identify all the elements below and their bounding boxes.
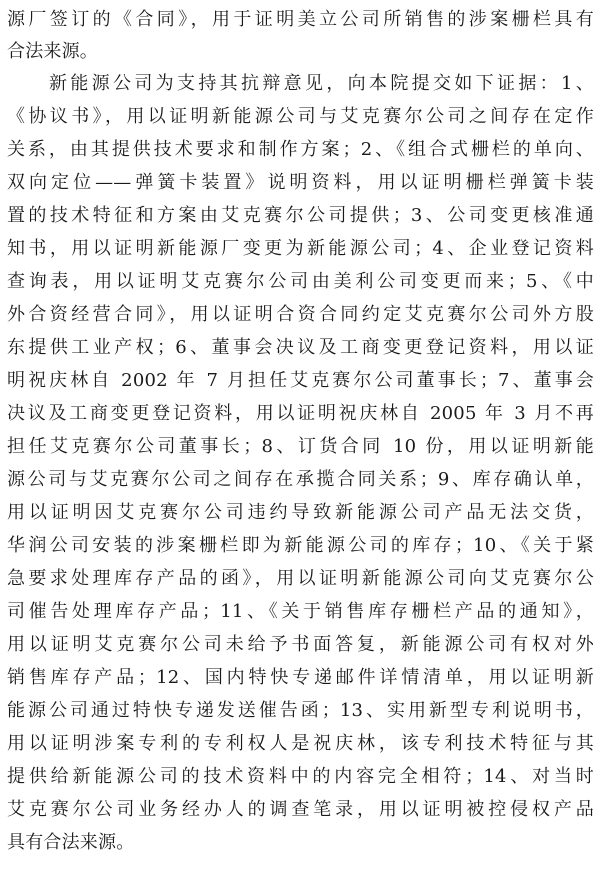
text-line-14: 担任艾克赛尔公司董事长；8、订货合同 10 份，用以证明新能 xyxy=(7,436,594,457)
text-line-11: 东提供工业产权；6、董事会决议及工商变更登记资料，用以证 xyxy=(7,337,594,358)
text-line-26: 具有合法来源。 xyxy=(7,832,135,853)
text-line-9: 查询表，用以证明艾克赛尔公司由美利公司变更而来；5、《中 xyxy=(7,271,594,292)
text-line-19: 司催告处理库存产品；11、《关于销售库存栅栏产品的通知》， xyxy=(7,601,594,622)
text-line-10: 外合资经营合同》，用以证明合资合同约定艾克赛尔公司外方股 xyxy=(7,304,594,325)
text-line-2: 合法来源。 xyxy=(7,41,98,62)
text-line-20: 用以证明艾克赛尔公司未给予书面答复，新能源公司有权对外 xyxy=(7,634,594,655)
text-line-4: 《协议书》，用以证明新能源公司与艾克赛尔公司之间存在定作 xyxy=(7,106,594,127)
text-line-3: 新能源公司为支持其抗辩意见，向本院提交如下证据：1、 xyxy=(49,73,594,94)
text-line-13: 决议及工商变更登记资料，用以证明祝庆林自 2005 年 3 月不再 xyxy=(7,403,594,424)
text-line-6: 双向定位——弹簧卡装置》说明资料，用以证明栅栏弹簧卡装 xyxy=(7,172,594,193)
text-line-5: 关系，由其提供技术要求和制作方案；2、《组合式栅栏的单向、 xyxy=(7,139,594,160)
text-line-16: 用以证明因艾克赛尔公司违约导致新能源公司产品无法交货， xyxy=(7,502,594,523)
text-line-18: 急要求处理库存产品的函》，用以证明新能源公司向艾克赛尔公 xyxy=(7,568,594,589)
text-line-12: 明祝庆林自 2002 年 7 月担任艾克赛尔公司董事长；7、董事会 xyxy=(7,370,594,391)
text-line-7: 置的技术特征和方案由艾克赛尔公司提供；3、公司变更核准通 xyxy=(7,205,594,226)
text-line-1: 源厂签订的《合同》，用于证明美立公司所销售的涉案栅栏具有 xyxy=(7,9,594,30)
text-line-21: 销售库存产品；12、国内特快专递邮件详情清单，用以证明新 xyxy=(7,667,594,688)
text-line-17: 华润公司安装的涉案栅栏即为新能源公司的库存；10、《关于紧 xyxy=(7,535,594,556)
text-line-24: 提供给新能源公司的技术资料中的内容完全相符；14、对当时 xyxy=(7,766,594,787)
text-line-23: 用以证明涉案专利的专利权人是祝庆林，该专利技术特征与其 xyxy=(7,733,594,754)
text-line-15: 源公司与艾克赛尔公司之间存在承揽合同关系；9、库存确认单， xyxy=(7,469,594,490)
text-line-22: 能源公司通过特快专递发送催告函；13、实用新型专利说明书， xyxy=(7,700,594,721)
text-line-8: 知书，用以证明新能源厂变更为新能源公司；4、企业登记资料 xyxy=(7,238,594,259)
text-line-25: 艾克赛尔公司业务经办人的调查笔录，用以证明被控侵权产品 xyxy=(7,799,594,820)
